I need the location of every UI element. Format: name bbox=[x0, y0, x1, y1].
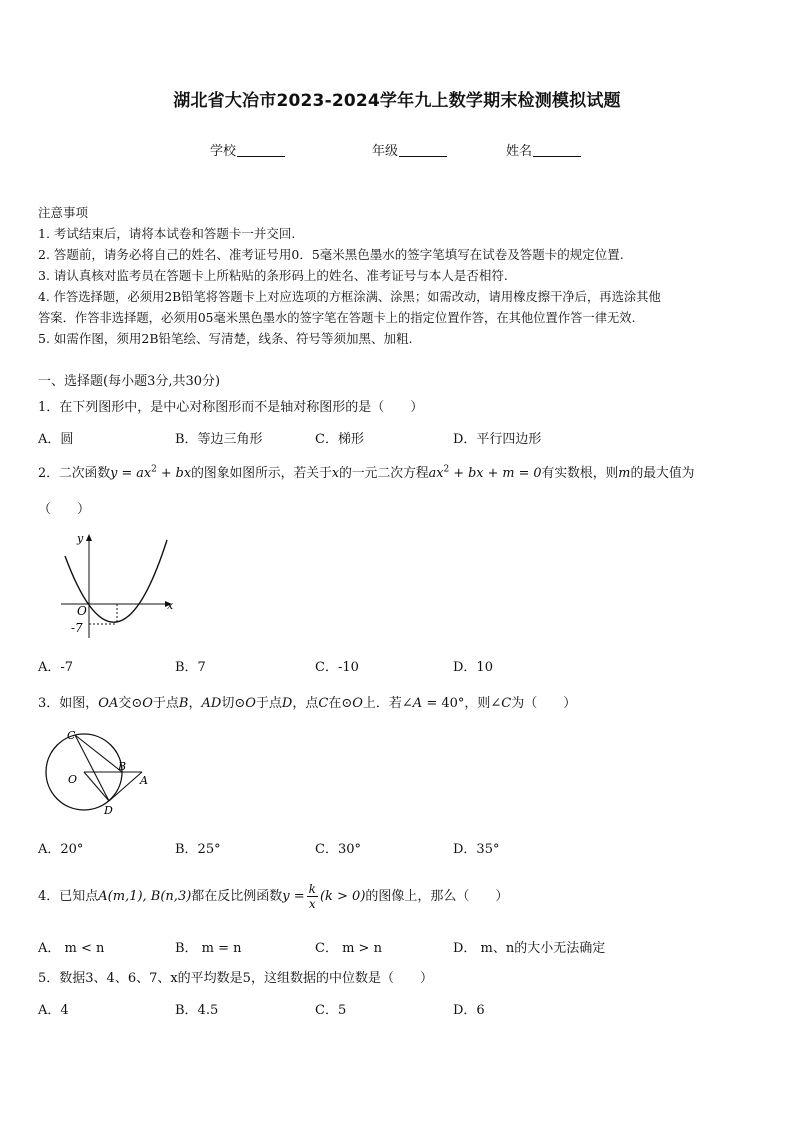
label-d: D bbox=[104, 804, 113, 817]
q3-var: O bbox=[142, 696, 153, 711]
note-item: 答案．作答非选择题，必须用05毫米黑色墨水的签字笔在答题卡上的指定位置作答，在其他位置作答一律无效. bbox=[38, 311, 636, 325]
q5-option-a: A．4 bbox=[38, 1003, 69, 1018]
name-field bbox=[506, 140, 581, 159]
q4-text: 都在反比例函数 bbox=[191, 889, 283, 904]
q3-var: O bbox=[245, 696, 256, 711]
x-axis-label: x bbox=[167, 599, 174, 612]
q2-exponent: 2 bbox=[443, 464, 450, 475]
note-item: 5. 如需作图，须用2B铅笔绘、写清楚，线条、符号等须加黑、加粗. bbox=[38, 331, 413, 346]
tangent-ad bbox=[109, 772, 142, 801]
q3-text: ， bbox=[188, 696, 202, 711]
q4-option-a: A． m < n bbox=[38, 941, 105, 956]
question-1-stem: 1．在下列图形中，是中心对称图形而不是轴对称图形的是（ ） bbox=[38, 400, 424, 415]
label-a: A bbox=[140, 774, 148, 787]
y-axis-arrow bbox=[86, 534, 92, 541]
grade-field bbox=[372, 140, 447, 159]
q4-condition: (k > 0) bbox=[319, 889, 366, 904]
q1-option-d: D．平行四边形 bbox=[453, 432, 542, 447]
grade-label: 年级 bbox=[372, 144, 399, 159]
q3-option-d: D．35° bbox=[453, 842, 500, 857]
q2-formula: + bx + m = 0 bbox=[449, 466, 542, 481]
q4-text: 4．已知点 bbox=[38, 889, 99, 904]
q3-text: 于点 bbox=[152, 696, 179, 711]
q5-option-b: B．4.5 bbox=[175, 1003, 219, 1018]
y-axis-label: y bbox=[77, 532, 84, 545]
q4-text: 的图像上，那么（ ） bbox=[365, 889, 509, 904]
q2-text: 有实数根，则 bbox=[541, 466, 619, 481]
school-blank bbox=[237, 143, 285, 157]
page-title: 湖北省大冶市2023-2024学年九上数学期末检测模拟试题 bbox=[173, 91, 621, 111]
q3-var: D bbox=[281, 696, 293, 711]
q3-var: B bbox=[178, 696, 189, 711]
q5-option-c: C．5 bbox=[315, 1003, 347, 1018]
section-heading: 一、选择题(每小题3分,共30分) bbox=[38, 374, 221, 389]
segment-cb bbox=[75, 735, 122, 772]
question-3-stem bbox=[38, 692, 576, 711]
q3-text: 在⊙ bbox=[328, 696, 353, 711]
q2-formula: + bx bbox=[156, 466, 192, 481]
q4-option-b: B． m = n bbox=[175, 941, 242, 956]
question-5-stem: 5．数据3、4、6、7、x的平均数是5，这组数据的中位数是（ ） bbox=[38, 971, 433, 986]
parabola-graph bbox=[55, 530, 185, 645]
fraction-numerator: k bbox=[308, 882, 316, 896]
label-b: B bbox=[118, 760, 127, 773]
q2-text: 的最大值为 bbox=[630, 466, 695, 481]
q2-text: 的一元二次方程 bbox=[339, 466, 429, 481]
q4-option-d: D． m、n的大小无法确定 bbox=[453, 941, 606, 956]
q3-text: 3．如图， bbox=[38, 696, 99, 711]
circle-tangent-figure bbox=[38, 726, 168, 821]
note-item: 4. 作答选择题，必须用2B铅笔将答题卡上对应选项的方框涂满、涂黑；如需改动，请用橡皮擦干净后，再选涂其他 bbox=[38, 290, 661, 304]
q2-paren: （ ） bbox=[38, 502, 91, 517]
q3-text: ，点 bbox=[292, 696, 319, 711]
q3-text: 切⊙ bbox=[221, 696, 246, 711]
q2-option-d: D．10 bbox=[453, 660, 493, 675]
fraction-denominator: x bbox=[308, 897, 316, 911]
grade-blank bbox=[399, 143, 447, 157]
name-blank bbox=[533, 143, 581, 157]
q4-fraction bbox=[307, 882, 318, 911]
q3-text: 上．若∠ bbox=[362, 696, 413, 711]
q3-text: 于点 bbox=[255, 696, 282, 711]
q3-option-c: C．30° bbox=[315, 842, 361, 857]
segment-cd bbox=[75, 735, 109, 801]
q2-option-c: C．-10 bbox=[315, 660, 359, 675]
notes-heading: 注意事项 bbox=[38, 205, 89, 220]
q2-exponent: 2 bbox=[151, 464, 157, 475]
q2-formula: ax bbox=[428, 466, 444, 481]
question-4-stem bbox=[38, 882, 508, 911]
q2-var: x bbox=[331, 466, 340, 481]
q3-var: A bbox=[412, 696, 423, 711]
note-item: 2. 答题前，请务必将自己的姓名、准考证号用0．5毫米黑色墨水的签字笔填写在试卷及答题卡的规定位置. bbox=[38, 247, 624, 262]
label-c: C bbox=[67, 729, 76, 742]
q3-var: OA bbox=[98, 696, 119, 711]
q2-var: m bbox=[618, 466, 631, 481]
q3-text: 交⊙ bbox=[118, 696, 143, 711]
q3-text: 为（ ） bbox=[511, 696, 577, 711]
q3-var: O bbox=[352, 696, 363, 711]
label-o: O bbox=[68, 773, 78, 786]
q2-option-b: B．7 bbox=[175, 660, 206, 675]
q4-points: A(m,1), B(n,3) bbox=[98, 889, 192, 904]
q3-var: C bbox=[318, 696, 329, 711]
question-2-stem bbox=[38, 462, 694, 481]
q2-formula: y = ax bbox=[110, 466, 152, 481]
min-value-label: -7 bbox=[71, 621, 83, 635]
q3-text: = 40°，则∠ bbox=[422, 696, 502, 711]
q1-option-b: B．等边三角形 bbox=[175, 432, 263, 447]
note-item: 1. 考试结束后，请将本试卷和答题卡一并交回. bbox=[38, 226, 296, 241]
origin-label: O bbox=[77, 604, 87, 618]
q4-option-c: C． m > n bbox=[315, 941, 382, 956]
q1-option-a: A．圆 bbox=[38, 432, 74, 447]
q3-option-b: B．25° bbox=[175, 842, 221, 857]
school-field bbox=[210, 140, 285, 159]
q3-var: C bbox=[501, 696, 512, 711]
q5-option-d: D．6 bbox=[453, 1003, 485, 1018]
q3-option-a: A．20° bbox=[38, 842, 84, 857]
q2-text: 2．二次函数 bbox=[38, 466, 111, 481]
note-item: 3. 请认真核对监考员在答题卡上所粘贴的条形码上的姓名、准考证号与本人是否相符. bbox=[38, 268, 508, 283]
school-label: 学校 bbox=[210, 144, 237, 159]
q2-option-a: A．-7 bbox=[38, 660, 74, 675]
q1-option-c: C．梯形 bbox=[315, 432, 364, 447]
name-label: 姓名 bbox=[506, 144, 533, 159]
q4-formula: y = bbox=[282, 889, 305, 904]
q2-text: 的图象如图所示，若关于 bbox=[191, 466, 332, 481]
q3-var: AD bbox=[201, 696, 222, 711]
